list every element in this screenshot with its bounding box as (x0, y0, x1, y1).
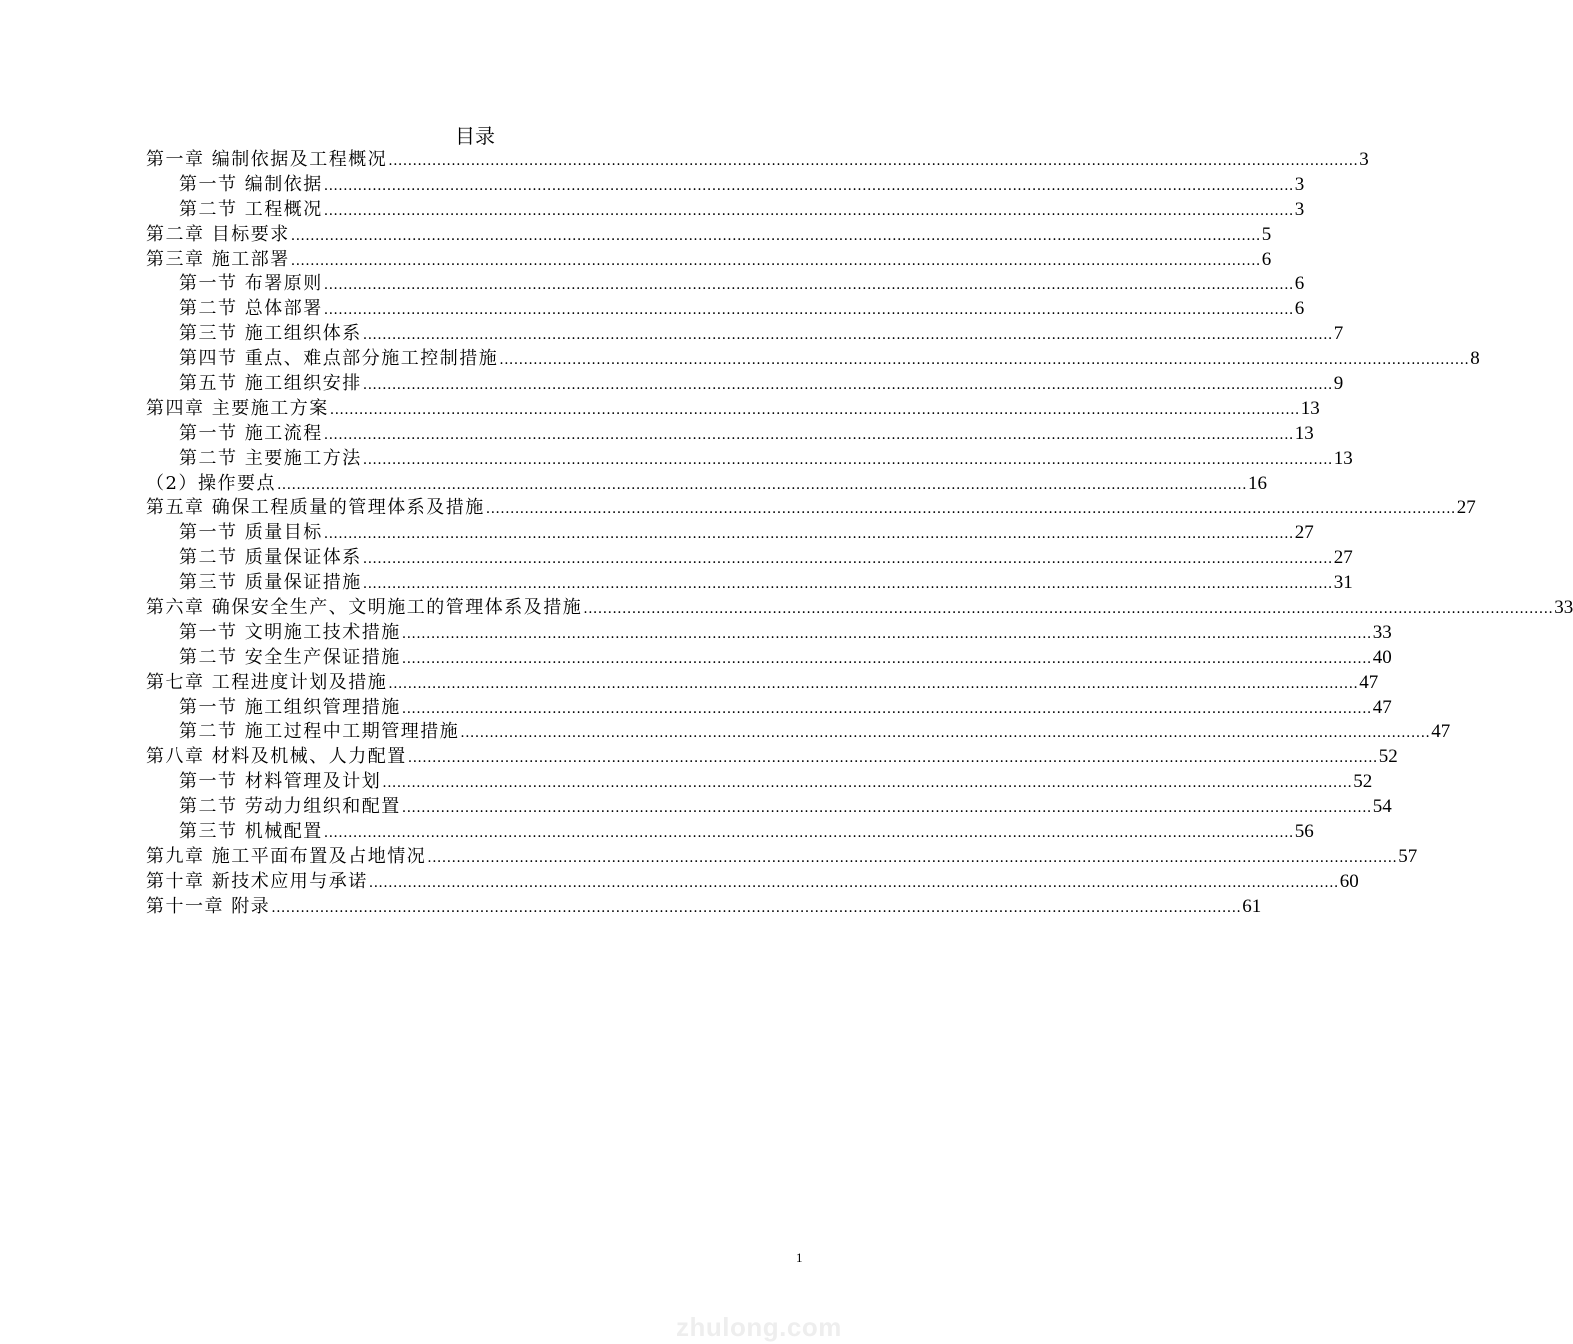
toc-entry[interactable] (146, 870, 1359, 895)
toc-leader-dots: ........................................................................................................................................................................................................ (485, 501, 1456, 518)
toc-leader-dots: ........................................................................................................................................................................................................ (329, 401, 1300, 418)
toc-entry-label: 第三章 施工部署 (146, 248, 290, 270)
toc-entry[interactable] (146, 696, 1392, 721)
toc-entry[interactable] (146, 745, 1398, 770)
toc-entry-label: 第五章 确保工程质量的管理体系及措施 (146, 497, 485, 519)
toc-entry-page: 3 (1359, 149, 1369, 170)
toc-entry-label: 第十一章 附录 (146, 895, 271, 917)
toc-entry-label: 第三节 施工组织体系 (179, 323, 362, 345)
toc-entry-label: 第一节 文明施工技术措施 (179, 621, 401, 643)
toc-leader-dots: ........................................................................................................................................................................................................ (362, 576, 1333, 593)
toc-entry-label: 第九章 施工平面布置及占地情况 (146, 845, 427, 867)
toc-entry-label: 第一节 材料管理及计划 (179, 771, 382, 793)
toc-entry-label: 第八章 材料及机械、人力配置 (146, 746, 407, 768)
toc-entry-label: 第二节 主要施工方法 (179, 447, 362, 469)
toc-entry-page: 57 (1398, 845, 1418, 867)
toc-entry-page: 31 (1333, 572, 1353, 594)
toc-entry[interactable] (146, 671, 1379, 696)
toc-entry-page: 8 (1470, 348, 1480, 370)
toc-leader-dots: ........................................................................................................................................................................................................ (401, 700, 1372, 717)
toc-entry-page: 60 (1339, 870, 1359, 892)
toc-entry-label: 第二节 工程概况 (179, 198, 323, 220)
toc-entry-label: 第四节 重点、难点部分施工控制措施 (179, 348, 499, 370)
toc-leader-dots: ........................................................................................................................................................................................................ (290, 227, 1261, 244)
toc-leader-dots: ........................................................................................................................................................................................................ (401, 650, 1372, 667)
toc-entry-page: 47 (1359, 671, 1379, 693)
toc-leader-dots: ........................................................................................................................................................................................................ (460, 725, 1431, 742)
toc-entry[interactable] (146, 372, 1344, 397)
toc-leader-dots: ........................................................................................................................................................................................................ (323, 302, 1294, 319)
toc-entry-page: 3 (1294, 173, 1305, 195)
toc-entry-page: 13 (1294, 422, 1314, 444)
toc-entry-page: 52 (1378, 746, 1398, 768)
toc-entry[interactable] (146, 472, 1267, 497)
toc-entry-label: 第六章 确保安全生产、文明施工的管理体系及措施 (146, 597, 583, 619)
toc-entry[interactable] (146, 770, 1373, 795)
toc-leader-dots: ........................................................................................................................................................................................................ (271, 899, 1242, 916)
toc-entry[interactable] (146, 596, 1573, 621)
toc-entry-label: 第七章 工程进度计划及措施 (146, 671, 388, 693)
toc-entry[interactable] (146, 148, 1369, 173)
toc-leader-dots: ........................................................................................................................................................................................................ (583, 601, 1554, 618)
toc-entry-label: （2）操作要点 (146, 472, 276, 494)
toc-entry[interactable] (146, 720, 1451, 745)
toc-entry-page: 13 (1300, 397, 1320, 419)
toc-entry[interactable] (146, 297, 1305, 322)
toc-entry-page: 6 (1294, 298, 1305, 320)
toc-entry-page: 54 (1372, 796, 1392, 818)
toc-entry-label: 第三节 质量保证措施 (179, 572, 362, 594)
toc-list (146, 148, 1573, 920)
toc-entry[interactable] (146, 397, 1320, 422)
toc-leader-dots: ........................................................................................................................................................................................................ (323, 825, 1294, 842)
toc-entry-label: 第二节 安全生产保证措施 (179, 646, 401, 668)
toc-entry[interactable] (146, 845, 1418, 870)
toc-leader-dots: ........................................................................................................................................................................................................ (388, 153, 1359, 169)
toc-entry[interactable] (146, 820, 1314, 845)
toc-entry-page: 33 (1372, 621, 1392, 643)
toc-entry-label: 第二节 质量保证体系 (179, 547, 362, 569)
toc-leader-dots: ........................................................................................................................................................................................................ (290, 252, 1261, 269)
toc-entry-page: 40 (1372, 646, 1392, 668)
toc-entry[interactable] (146, 646, 1392, 671)
toc-leader-dots: ........................................................................................................................................................................................................ (323, 277, 1294, 294)
toc-entry-label: 第二节 总体部署 (179, 298, 323, 320)
toc-entry-page: 27 (1294, 522, 1314, 544)
toc-entry-page: 52 (1353, 771, 1373, 793)
toc-leader-dots: ........................................................................................................................................................................................................ (499, 352, 1470, 369)
toc-entry[interactable] (146, 571, 1353, 596)
toc-entry[interactable] (146, 248, 1272, 273)
toc-entry-label: 第二节 施工过程中工期管理措施 (179, 721, 460, 743)
toc-leader-dots: ........................................................................................................................................................................................................ (362, 451, 1333, 468)
toc-entry-page: 47 (1431, 721, 1451, 743)
toc-leader-dots: ........................................................................................................................................................................................................ (323, 526, 1294, 543)
toc-leader-dots: ........................................................................................................................................................................................................ (362, 551, 1333, 568)
toc-entry-page: 5 (1261, 223, 1272, 245)
toc-entry[interactable] (146, 322, 1344, 347)
toc-leader-dots: ........................................................................................................................................................................................................ (323, 202, 1294, 219)
toc-entry[interactable] (146, 422, 1314, 447)
toc-entry[interactable] (146, 546, 1353, 571)
toc-entry-page: 56 (1294, 821, 1314, 843)
toc-entry-page: 33 (1554, 597, 1573, 619)
toc-entry-label: 第二节 劳动力组织和配置 (179, 796, 401, 818)
toc-entry[interactable] (146, 223, 1272, 248)
toc-entry-label: 第一章 编制依据及工程概况 (146, 149, 388, 170)
toc-leader-dots: ........................................................................................................................................................................................................ (323, 426, 1294, 443)
toc-entry-label: 第一节 编制依据 (179, 173, 323, 195)
toc-entry-page: 6 (1261, 248, 1272, 270)
toc-leader-dots: ........................................................................................................................................................................................................ (388, 675, 1359, 692)
toc-entry-label: 第一节 布署原则 (179, 273, 323, 295)
page-number: 1 (796, 1250, 803, 1265)
toc-entry-label: 第二章 目标要求 (146, 223, 290, 245)
toc-leader-dots: ........................................................................................................................................................................................................ (362, 377, 1333, 394)
toc-entry-page: 27 (1333, 547, 1353, 569)
toc-entry-page: 7 (1333, 323, 1344, 345)
toc-leader-dots: ........................................................................................................................................................................................................ (407, 750, 1378, 767)
toc-entry-label: 第四章 主要施工方案 (146, 397, 329, 419)
toc-title: 目录 (455, 124, 495, 148)
toc-leader-dots: ........................................................................................................................................................................................................ (401, 800, 1372, 817)
toc-leader-dots: ........................................................................................................................................................................................................ (368, 874, 1339, 891)
toc-entry[interactable] (146, 173, 1305, 198)
toc-entry[interactable] (146, 272, 1305, 297)
toc-entry[interactable] (146, 198, 1305, 223)
toc-leader-dots: ........................................................................................................................................................................................................ (401, 625, 1372, 642)
toc-entry[interactable] (146, 521, 1314, 546)
toc-entry[interactable] (146, 347, 1480, 372)
toc-entry-page: 13 (1333, 447, 1353, 469)
toc-leader-dots: ........................................................................................................................................................................................................ (382, 775, 1353, 792)
toc-entry[interactable] (146, 447, 1353, 472)
toc-entry-label: 第十章 新技术应用与承诺 (146, 870, 368, 892)
toc-leader-dots: ........................................................................................................................................................................................................ (427, 849, 1398, 866)
toc-entry-label: 第一节 施工流程 (179, 422, 323, 444)
toc-entry-label: 第五节 施工组织安排 (179, 373, 362, 395)
toc-entry-label: 第一节 质量目标 (179, 522, 323, 544)
toc-entry-page: 16 (1248, 472, 1267, 494)
toc-leader-dots: ........................................................................................................................................................................................................ (323, 177, 1294, 194)
toc-entry-page: 6 (1294, 273, 1305, 295)
toc-entry-page: 47 (1372, 696, 1392, 718)
toc-entry-page: 9 (1333, 373, 1344, 395)
toc-entry-page: 3 (1294, 198, 1305, 220)
toc-entry-label: 第三节 机械配置 (179, 821, 323, 843)
toc-entry[interactable] (146, 795, 1392, 820)
toc-entry-page: 27 (1456, 497, 1476, 519)
toc-entry-label: 第一节 施工组织管理措施 (179, 696, 401, 718)
toc-leader-dots: ........................................................................................................................................................................................................ (362, 327, 1333, 344)
toc-entry[interactable] (146, 621, 1392, 646)
toc-entry[interactable] (146, 496, 1476, 521)
watermark-logo: zhulong.com (676, 1312, 842, 1342)
toc-leader-dots: ........................................................................................................................................................................................................ (276, 476, 1247, 493)
toc-entry-page: 61 (1242, 895, 1262, 917)
toc-entry[interactable] (146, 895, 1262, 920)
